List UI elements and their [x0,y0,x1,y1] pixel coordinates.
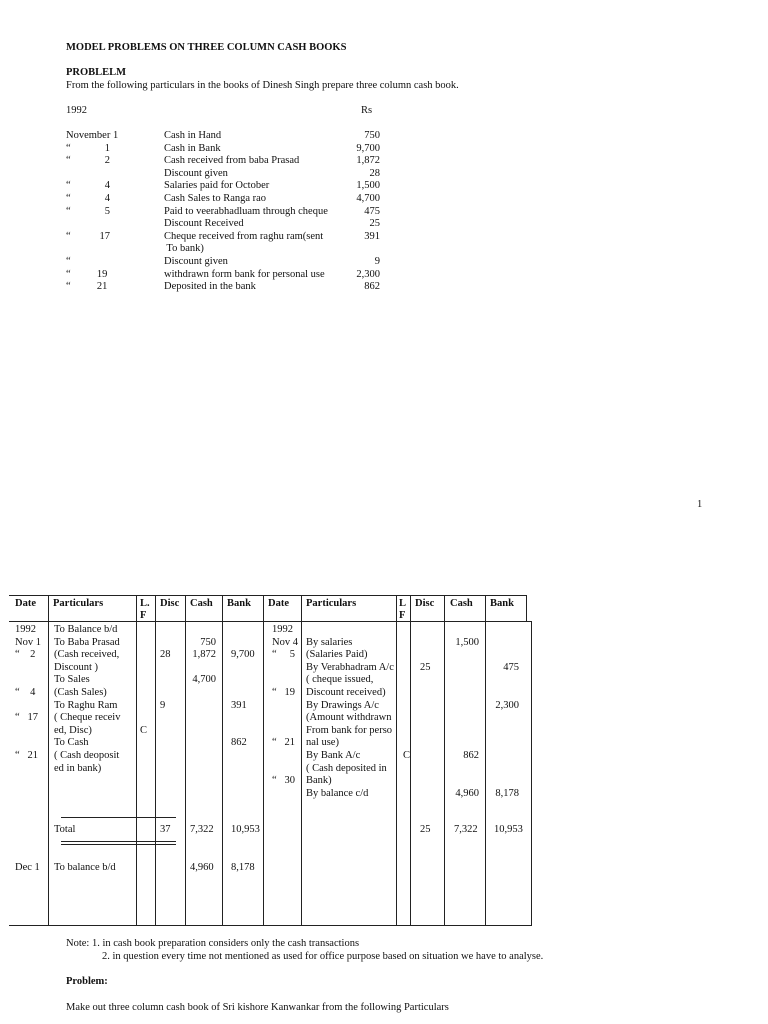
particular-description: Cash in Hand [164,130,222,141]
particular-date: “ 1 [66,142,111,154]
debit-bank: 9,700 391 862 [231,649,255,749]
balance-label: To balance b/d [54,862,116,873]
balance-cash: 4,960 [190,862,214,873]
header-date-credit: Date [268,598,289,609]
header-disc: Disc [160,598,180,609]
header-cash-credit: Cash [450,598,473,609]
header-particulars: Particulars [53,598,104,609]
note-2: 2. in question every time not mentioned as used for office purpose based on situation we have to analyse. [102,951,544,962]
particular-description: withdrawn form bank for personal use [164,268,325,280]
total-debit-bank: 10,953 [231,824,260,835]
credit-dates: 1992 Nov 4 “ 5 “ 19 “ 21 “ 30 [272,624,298,787]
particular-amount: 2,300 [356,268,380,280]
total-credit-bank: 10,953 [494,824,523,835]
header-lf-credit: L F [399,598,407,621]
balance-date: Dec 1 [15,862,40,873]
particular-amount: 25 [369,218,380,230]
header-date: Date [15,598,36,609]
particular-description: Discount Received [164,218,244,230]
credit-lf: C [403,749,411,761]
particular-description: Deposited in the bank [164,281,256,293]
total-credit-disc: 25 [420,824,431,835]
particular-description: Cash received from baba Prasad [164,155,300,167]
particular-description: Discount given [164,256,228,267]
particular-amount: 4,700 [356,193,380,204]
particular-date: “ 5 [66,205,111,217]
problem2-text: Make out three column cash book of Sri kishore Kanwankar from the following Particulars [66,1002,449,1013]
document-heading: MODEL PROBLEMS ON THREE COLUMN CASH BOOKS [66,42,347,53]
credit-bank: 475 2,300 8,178 [495,661,519,799]
total-debit-disc: 37 [160,824,171,835]
particular-date: “ 19 [66,268,108,280]
problem-label: PROBLELM [66,67,127,78]
note-1: Note: 1. in cash book preparation considers only the cash transactions [66,938,360,949]
total-credit-cash: 7,322 [454,824,478,835]
particular-amount: 9 [374,256,380,267]
debit-dates: 1992 Nov 1 “ 2 “ 4 “ 17 “ 21 [15,624,41,761]
debit-disc: 28 9 [160,649,171,711]
page-number: 1 [697,499,703,510]
particular-date: “ 4 [66,193,111,204]
particular-amount: 1,500 [356,180,380,192]
particular-description: Paid to veerabhadluam through cheque [164,205,328,217]
particular-description: Cash in Bank [164,142,221,154]
particular-amount: 9,700 [356,142,380,154]
header-lf: L. F [140,598,150,621]
balance-bank: 8,178 [231,862,255,873]
year-label: 1992 [66,105,87,116]
particular-description: Cash Sales to Ranga rao [164,193,267,204]
header-cash: Cash [190,598,213,609]
credit-particulars: By salaries (Salaries Paid) By Verabhadram A/c ( cheque issued, Discount received) By Drawings A/c (Amount withdrawn From bank for perso nal use) By Bank A/c ( Cash deposited in Bank) By balance c/d [306,636,394,799]
debit-particulars: To Balance b/d To Baba Prasad (Cash received, Discount ) To Sales (Cash Sales) To Raghu Ram ( Cheque receiv ed, Disc) To Cash ( Cash deoposit ed in bank) [54,624,121,774]
particular-description: To bank) [164,243,204,255]
total-debit-cash: 7,322 [190,824,214,835]
debit-lf: C [140,724,148,736]
particular-description: Cheque received from raghu ram(sent [164,230,324,242]
problem2-label: Problem: [66,976,108,987]
header-bank-credit: Bank [490,598,514,609]
particular-date: “ 4 [66,180,111,192]
header-bank: Bank [227,598,251,609]
particular-amount: 1,872 [356,155,380,167]
total-label: Total [54,824,76,835]
particular-amount: 862 [364,281,380,293]
particular-description: Discount given [164,167,228,179]
debit-cash: 750 1,872 4,700 [192,636,216,686]
header-particulars-credit: Particulars [306,598,357,609]
problem-intro: From the following particulars in the books of Dinesh Singh prepare three column cash book. [66,80,459,91]
particular-date: November 1 [66,130,119,141]
particular-date: “ 21 [66,281,108,293]
credit-cash: 1,500 862 4,960 [455,636,479,799]
credit-disc: 25 [420,661,431,673]
particular-amount: 28 [369,167,380,179]
particular-amount: 475 [364,205,380,217]
header-disc-credit: Disc [415,598,435,609]
particular-date: “ 2 [66,155,111,167]
particular-description: Salaries paid for October [164,180,270,192]
particular-date: “ [66,256,71,267]
particular-amount: 750 [364,130,380,141]
currency-label: Rs [361,105,373,116]
particular-amount: 391 [364,230,380,242]
particular-date: “ 17 [66,230,111,242]
